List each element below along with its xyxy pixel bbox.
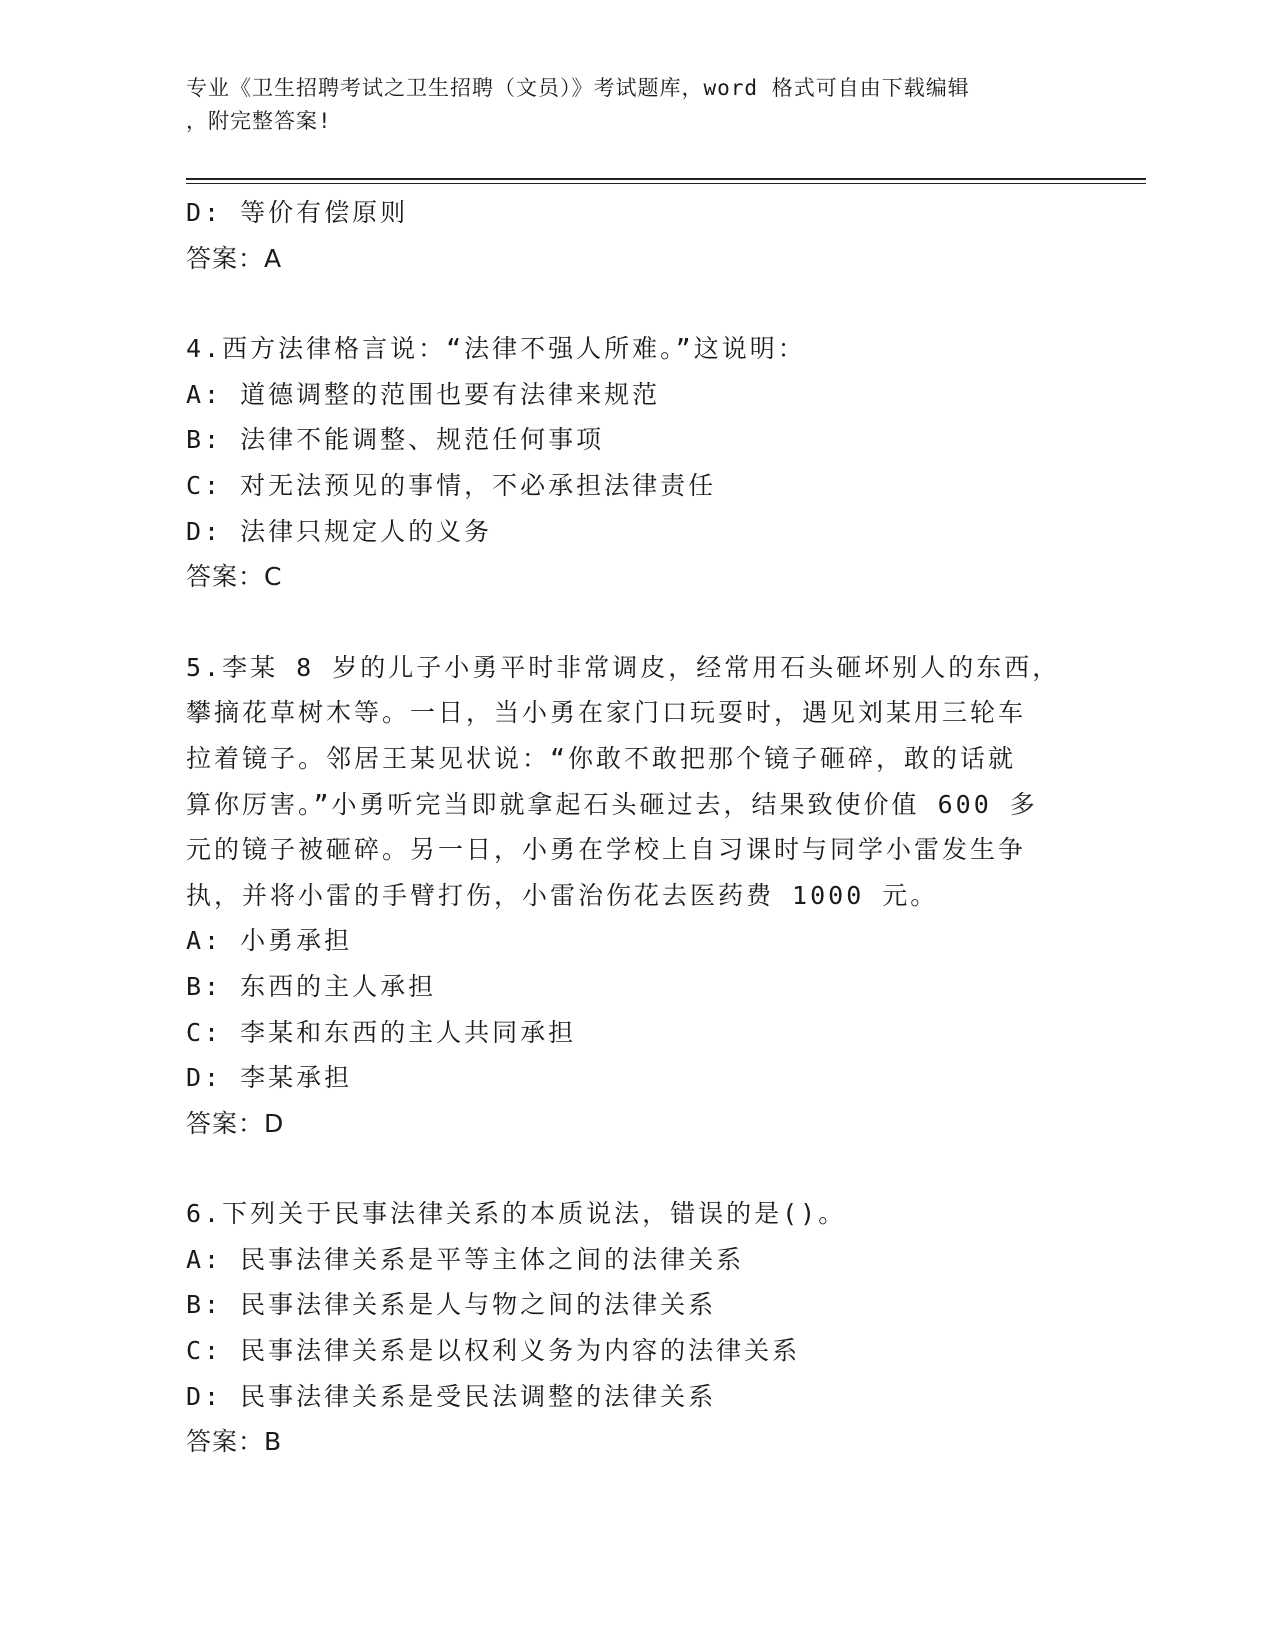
option-c: C: 对无法预见的事情，不必承担法律责任 — [186, 470, 717, 500]
question-4 — [186, 326, 1066, 600]
header-rule-thin — [186, 183, 1146, 184]
header-title-line-1: 专业《卫生招聘考试之卫生招聘（文员）》考试题库，word 格式可自由下载编辑 — [186, 76, 970, 100]
answer-line: 答案：A — [186, 243, 283, 273]
question-stem: 6.下列关于民事法律关系的本质说法，错误的是()。 — [186, 1199, 847, 1229]
option-a: A: 民事法律关系是平等主体之间的法律关系 — [186, 1244, 745, 1274]
option-a: A: 小勇承担 — [186, 926, 353, 956]
option-d: D: 法律只规定人的义务 — [186, 516, 493, 546]
header-rule-thick — [186, 178, 1146, 180]
option-b: B: 法律不能调整、规范任何事项 — [186, 425, 605, 455]
spacer — [186, 600, 1066, 645]
answer-line: 答案：C — [186, 562, 283, 592]
option-a: A: 道德调整的范围也要有法律来规范 — [186, 379, 661, 409]
answer-line: 答案：B — [186, 1427, 283, 1457]
question-stem-line: 拉着镜子。邻居王某见状说：“你敢不敢把那个镜子砸碎，敢的话就 — [186, 743, 1017, 773]
option-d: D: 李某承担 — [186, 1063, 353, 1093]
option-c: C: 民事法律关系是以权利义务为内容的法律关系 — [186, 1336, 801, 1366]
option-d: D: 民事法律关系是受民法调整的法律关系 — [186, 1381, 717, 1411]
option-b: B: 东西的主人承担 — [186, 971, 437, 1001]
spacer — [186, 1146, 1066, 1191]
option-c: C: 李某和东西的主人共同承担 — [186, 1017, 577, 1047]
question-stem-line: 元的镜子被砸碎。另一日，小勇在学校上自习课时与同学小雷发生争 — [186, 835, 1027, 865]
previous-question-fragment — [186, 190, 1066, 281]
spacer — [186, 281, 1066, 326]
question-6 — [186, 1191, 1066, 1465]
question-content — [186, 190, 1066, 1465]
option-d: D: 等价有偿原则 — [186, 198, 409, 227]
header-title-line-2: ，附完整答案! — [186, 109, 332, 133]
question-stem-line: 攀摘花草树木等。一日，当小勇在家门口玩耍时，遇见刘某用三轮车 — [186, 698, 1027, 728]
option-b: B: 民事法律关系是人与物之间的法律关系 — [186, 1290, 717, 1320]
answer-line: 答案：D — [186, 1108, 285, 1138]
question-stem: 4.西方法律格言说：“法律不强人所难。”这说明： — [186, 334, 806, 364]
document-header — [186, 72, 1066, 138]
question-stem-line: 执，并将小雷的手臂打伤，小雷治伤花去医药费 1000 元。 — [186, 880, 939, 910]
question-5 — [186, 645, 1066, 1147]
question-stem-line: 算你厉害。”小勇听完当即就拿起石头砸过去，结果致使价值 600 多 — [186, 789, 1038, 819]
question-stem-line: 5.李某 8 岁的儿子小勇平时非常调皮，经常用石头砸坏别人的东西， — [186, 652, 1061, 682]
